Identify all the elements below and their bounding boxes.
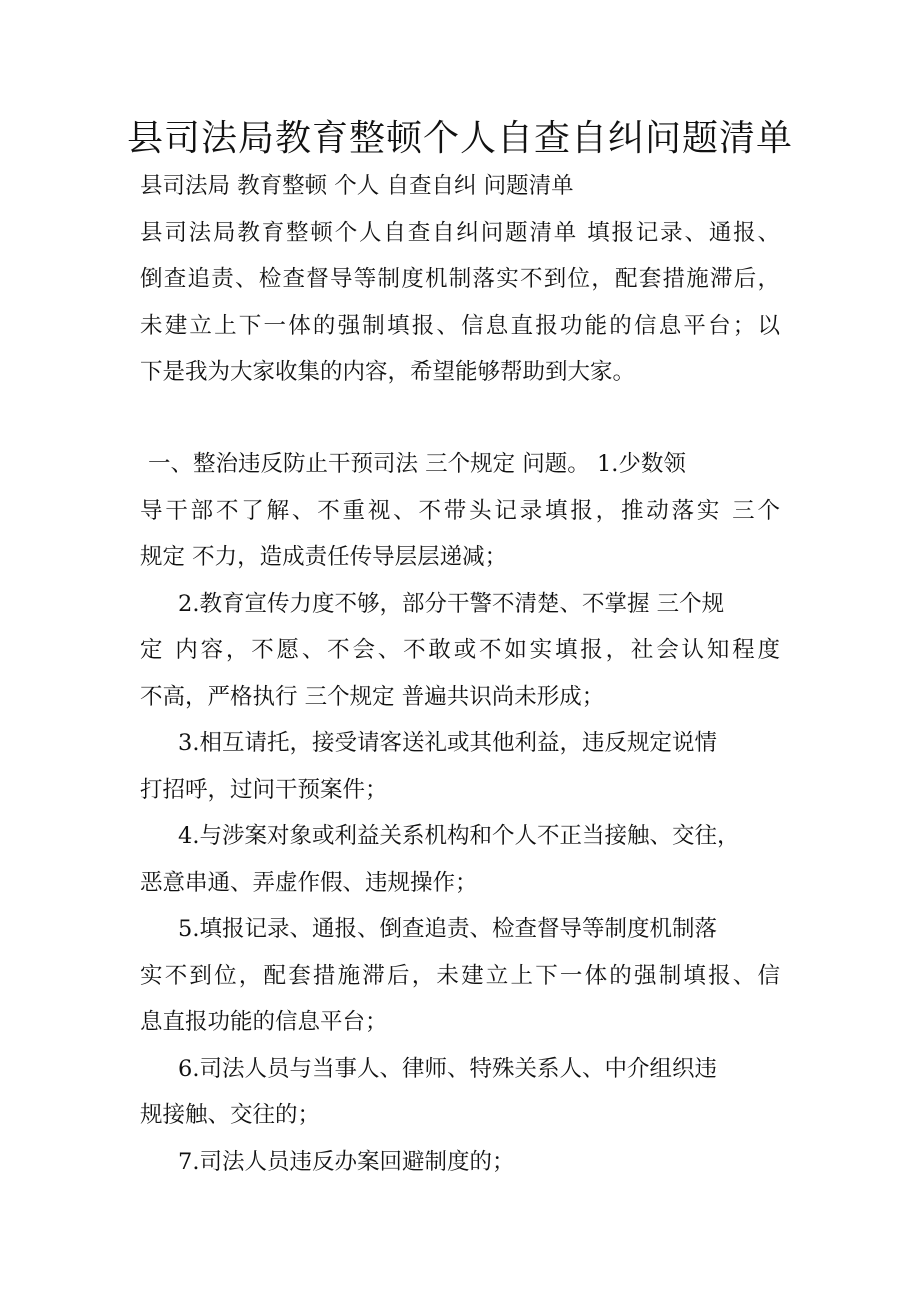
list-item-2: 2.教育宣传力度不够，部分干警不清楚、不掌握 三个规 — [178, 590, 725, 617]
list-item-5: 5.填报记录、通报、倒查追责、检查督导等制度机制落 — [178, 916, 717, 942]
section-line: 规接触、交往的； — [140, 1102, 321, 1128]
section-line: 规定 不力，造成责任传导层层递减； — [140, 544, 508, 570]
list-item-6: 6.司法人员与当事人、律师、特殊关系人、中介组织违 — [178, 1055, 717, 1082]
intro-line: 倒查追责、检查督导等制度机制落实不到位，配套措施滞后， — [140, 266, 780, 292]
section-line: 息直报功能的信息平台； — [140, 1009, 388, 1035]
section-line: 导干部不了解、不重视、不带头记录填报，推动落实 三个 — [140, 497, 780, 524]
intro-line: 下是我为大家收集的内容，希望能够帮助到大家。 — [140, 359, 636, 385]
keywords-line: 县司法局 教育整顿 个人 自查自纠 问题清单 — [140, 173, 574, 199]
document-title: 县司法局教育整顿个人自查自纠问题清单 — [126, 118, 793, 159]
intro-line: 未建立上下一体的强制填报、信息直报功能的信息平台；以 — [140, 312, 780, 339]
list-item-7: 7.司法人员违反办案回避制度的； — [178, 1148, 515, 1175]
section-line: 打招呼，过问干预案件； — [140, 776, 388, 803]
section-heading-line: 一、整治违反防止干预司法 三个规定 问题。 1.少数领 — [148, 451, 686, 477]
list-item-3: 3.相互请托，接受请客送礼或其他利益，违反规定说情 — [178, 730, 717, 756]
section-line: 实不到位，配套措施滞后，未建立上下一体的强制填报、信 — [140, 962, 780, 989]
section-line: 不高，严格执行 三个规定 普遍共识尚未形成； — [140, 683, 605, 710]
intro-block — [140, 163, 780, 396]
section-block — [140, 441, 780, 1185]
section-line: 定 内容，不愿、不会、不敢或不如实填报，社会认知程度 — [140, 637, 780, 663]
section-line: 恶意串通、弄虚作假、违规操作； — [140, 869, 478, 896]
intro-line: 县司法局教育整顿个人自查自纠问题清单 填报记录、通报、 — [140, 219, 780, 246]
list-item-4: 4.与涉案对象或利益关系机构和个人不正当接触、交往， — [178, 823, 740, 849]
